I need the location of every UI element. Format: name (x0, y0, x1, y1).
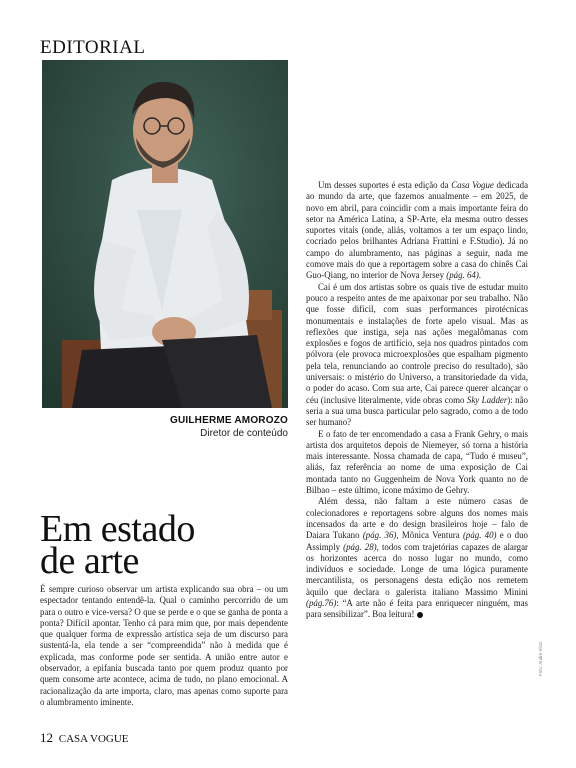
lead-paragraph: É sempre curioso observar um artista explicando sua obra – ou um espectador tentando entendê-la. Qual o caminho percorrido de um para o outro e vice-versa? O que se perde e o que se ganha de ponta a ponta? Difícil apontar. Tenho cá para mim que, por mais dependente que qualquer forma de expressão artística seja de um discurso para sustentá-la, ela tende a ser “compreendida” não à medida que é explicada, mas conforme pode ser sentida. A união entre autor e observador, a epifania buscada tanto por quem produz quanto por quem consome arte acontece, acima de tudo, no plano emocional. A racionalização da arte importa, claro, mas apenas como suporte para o alumbramento iminente. (40, 584, 288, 707)
body-paragraph: E o fato de ter encomendado a casa a Frank Gehry, o mais artista dos arquitetos depois de Niemeyer, só torna a história mais interessante. Nossa chamada de capa, “Tudo é museu”, aliás, faz referência ao nome de uma exposição de Cai montada tanto no Guggenheim de Nova York quanto no de Bilbao – este último, ícone máximo de Gehry. (306, 428, 528, 496)
magazine-name: CASA VOGUE (58, 733, 129, 745)
caption-name: GUILHERME AMOROZO (169, 415, 288, 426)
portrait-photo (42, 60, 288, 408)
end-mark-icon (417, 612, 423, 618)
section-title: EDITORIAL (40, 37, 146, 58)
body-paragraph: Cai é um dos artistas sobre os quais tive de estudar muito pouco a respeito antes de me apaixonar por seu trabalho. Não que fosse difícil, com suas performances pirotécnicas monumentais e instalações de forte apelo visual. Mas as reflexões que instiga, seja nas ações megalômanas com explosões e fogos de artifício, seja nos quadros pintados com pólvora (ele provoca microexplosões que espalham pigmento pela tela, renunciando ao controle preciso do resultado), são universais: o mistério do Universo, a transitoriedade da vida, o poder do acaso. Com sua arte, Cai parece querer alcançar o céu (inclusive literalmente, vide obras como Sky Ladder): não seria a sua uma busca particular pelo sagrado, como a de todo ser humano? (306, 281, 528, 428)
caption-role: Diretor de conteúdo (200, 427, 288, 439)
page-footer (40, 730, 129, 746)
portrait-illustration (42, 60, 288, 408)
headline-line-2: de arte (40, 540, 139, 582)
body-paragraph: Além dessa, não faltam a este número casas de colecionadores e reportagens sobre alguns dos nomes mais incensados da arte e do design brasileiros hoje – falo de Daiara Tukano (pág. 36), Mônica Ventura (pág. 40) e o duo Assimply (pág. 28), todos com trajetórias capazes de alargar os horizontes acerca do nosso lugar no mundo, como indivíduos e sociedade. Longe de uma lógica puramente mercantilista, os personagens desta edição nos remetem àquilo que declara o galerista italiano Massimo Minini (pág.76): “A arte não é feita para enriquecer ninguém, mas para sensibilizar”. Boa leitura! (306, 496, 528, 620)
photo-credit: Foto: André Klotz (538, 641, 543, 676)
body-column (306, 180, 528, 621)
article-headline (40, 508, 195, 582)
page-number: 12 (40, 730, 53, 745)
body-paragraph: Um desses suportes é esta edição da Casa Vogue dedicada ao mundo da arte, que fazemos anualmente – em 2025, de novo em abril, para coincidir com a mais importante feira do setor na América Latina, a SP-Arte, ela mesma outro desses suportes vitais (onde, aliás, voltamos a ter um espaço lindo, cocriado pelos brilhantes Adriana Frattini e F.Studio). Já no campo do alumbramento, nas páginas a seguir, nada me comove mais do que a reportagem sobre a casa do chinês Cai Guo-Qiang, no interior de Nova Jersey (pág. 64). (306, 180, 529, 281)
headline-line-1: Em estado (40, 508, 195, 550)
photo-caption (170, 415, 288, 440)
